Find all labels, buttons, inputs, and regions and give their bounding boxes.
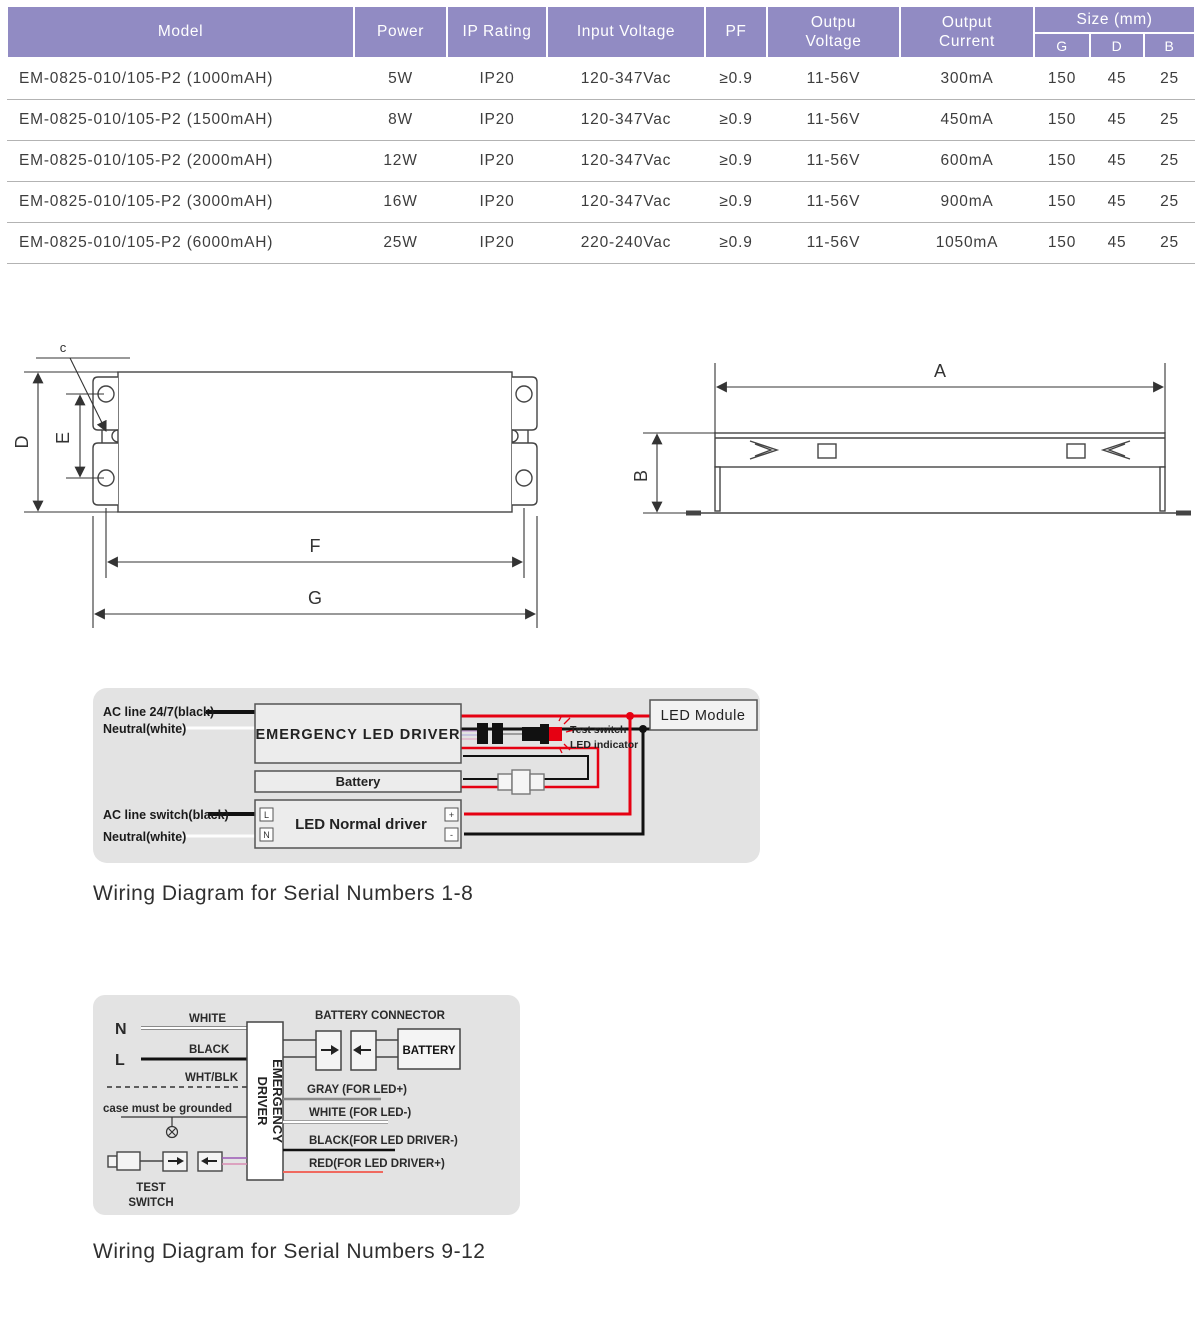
driver-word-2: DRIVER (255, 1076, 270, 1126)
label-black-driver: BLACK(FOR LED DRIVER-) (309, 1135, 458, 1147)
wiring-diagram-2-caption: Wiring Diagram for Serial Numbers 9-12 (93, 1240, 486, 1263)
cell-output-voltage: 11-56V (767, 58, 900, 100)
battery-label: Battery (335, 774, 381, 789)
battery-connector-label: BATTERY CONNECTOR (315, 1010, 445, 1022)
cell-size-d: 45 (1090, 58, 1144, 100)
battery-label: BATTERY (402, 1045, 456, 1057)
label-white-led: WHITE (FOR LED-) (309, 1107, 412, 1119)
cell-output-current: 1050mA (900, 223, 1034, 264)
cell-pf: ≥0.9 (705, 58, 767, 100)
dim-label-c: c (59, 340, 67, 355)
cell-ip: IP20 (447, 182, 547, 223)
driver-word-1: EMERGENCY (270, 1059, 285, 1143)
test-switch-label-2: SWITCH (128, 1197, 174, 1209)
cell-pf: ≥0.9 (705, 182, 767, 223)
label-test-switch: Test switch (570, 724, 627, 736)
dim-label-d: D (12, 435, 32, 449)
battery-connector-blocks (498, 770, 544, 794)
cell-model: EM-0825-010/105-P2 (6000mAH) (7, 223, 354, 264)
cell-size-g: 150 (1034, 141, 1090, 182)
cell-size-b: 25 (1144, 141, 1195, 182)
terminal-plus: + (448, 810, 455, 820)
dimension-drawing-top-view (8, 330, 588, 630)
cell-model: EM-0825-010/105-P2 (1000mAH) (7, 58, 354, 100)
table-row (7, 182, 1195, 223)
cell-size-g: 150 (1034, 58, 1090, 100)
enclosure-body-outline (93, 372, 537, 512)
col-header-pf: PF (705, 6, 767, 58)
cell-output-current: 900mA (900, 182, 1034, 223)
dim-label-g: G (307, 588, 323, 608)
cell-size-d: 45 (1090, 141, 1144, 182)
cell-power: 12W (354, 141, 447, 182)
cell-pf: ≥0.9 (705, 100, 767, 141)
cell-pf: ≥0.9 (705, 141, 767, 182)
cell-size-b: 25 (1144, 182, 1195, 223)
col-header-size-b: B (1144, 33, 1195, 58)
cell-input-voltage: 120-347Vac (547, 100, 705, 141)
col-header-input-voltage: Input Voltage (547, 6, 705, 58)
cell-size-b: 25 (1144, 58, 1195, 100)
cell-output-current: 450mA (900, 100, 1034, 141)
label-ac-switch: AC line switch(black) (103, 808, 229, 822)
spec-table (6, 5, 1196, 264)
cell-ip: IP20 (447, 58, 547, 100)
col-header-size: Size (mm) (1034, 6, 1195, 33)
side-view-body (686, 433, 1191, 513)
cell-power: 5W (354, 58, 447, 100)
cell-output-current: 300mA (900, 58, 1034, 100)
cell-pf: ≥0.9 (705, 223, 767, 264)
cell-output-current: 600mA (900, 141, 1034, 182)
cell-size-g: 150 (1034, 223, 1090, 264)
cell-ip: IP20 (447, 141, 547, 182)
wiring-diagram-2 (93, 995, 523, 1217)
col-header-output-current-label: Output Current (939, 13, 995, 50)
cell-ip: IP20 (447, 100, 547, 141)
led-normal-driver-label: LED Normal driver (295, 816, 427, 833)
col-header-output-voltage-label: Outpu Voltage (805, 13, 862, 50)
cell-input-voltage: 120-347Vac (547, 58, 705, 100)
label-n: N (115, 1021, 127, 1038)
label-l: L (115, 1052, 125, 1069)
col-header-model: Model (7, 6, 354, 58)
cell-power: 16W (354, 182, 447, 223)
test-switch-label-1: TEST (136, 1182, 166, 1194)
table-row (7, 223, 1195, 264)
dim-label-a: A (933, 361, 947, 381)
terminal-n: N (263, 830, 270, 840)
label-ground-note: case must be grounded (103, 1103, 233, 1115)
label-neutral-bottom: Neutral(white) (103, 830, 187, 844)
dim-label-b: B (631, 469, 651, 483)
cell-input-voltage: 120-347Vac (547, 182, 705, 223)
col-header-size-d: D (1090, 33, 1144, 58)
label-ac-line: AC line 24/7(black) (103, 705, 215, 719)
label-white: WHITE (189, 1013, 227, 1025)
cell-output-voltage: 11-56V (767, 223, 900, 264)
dimension-drawing-side-view (605, 333, 1195, 533)
cell-output-voltage: 11-56V (767, 100, 900, 141)
cell-model: EM-0825-010/105-P2 (1500mAH) (7, 100, 354, 141)
led-indicator-lamp (549, 727, 562, 741)
emergency-driver-label: EMERGENCY LED DRIVER (255, 727, 461, 743)
cell-input-voltage: 220-240Vac (547, 223, 705, 264)
cell-output-voltage: 11-56V (767, 141, 900, 182)
col-header-size-g: G (1034, 33, 1090, 58)
table-row (7, 58, 1195, 100)
cell-size-g: 150 (1034, 100, 1090, 141)
cell-ip: IP20 (447, 223, 547, 264)
cell-size-d: 45 (1090, 100, 1144, 141)
terminal-l: L (263, 810, 270, 820)
terminal-minus: - (450, 830, 453, 840)
dim-label-e: E (53, 431, 73, 445)
wiring-diagram-1-caption: Wiring Diagram for Serial Numbers 1-8 (93, 882, 474, 905)
table-row (7, 100, 1195, 141)
table-row (7, 141, 1195, 182)
col-header-output-current (900, 6, 1034, 58)
cell-size-d: 45 (1090, 223, 1144, 264)
cell-input-voltage: 120-347Vac (547, 141, 705, 182)
label-neutral-top: Neutral(white) (103, 722, 187, 736)
col-header-power: Power (354, 6, 447, 58)
cell-output-voltage: 11-56V (767, 182, 900, 223)
cell-power: 25W (354, 223, 447, 264)
cell-size-b: 25 (1144, 223, 1195, 264)
label-led-indicator: LED indicator (570, 739, 639, 751)
wiring-diagram-1 (93, 688, 763, 866)
cell-power: 8W (354, 100, 447, 141)
dim-label-f: F (309, 536, 321, 556)
cell-model: EM-0825-010/105-P2 (3000mAH) (7, 182, 354, 223)
cell-model: EM-0825-010/105-P2 (2000mAH) (7, 141, 354, 182)
label-black: BLACK (189, 1044, 230, 1056)
col-header-output-voltage (767, 6, 900, 58)
led-module-label: LED Module (660, 708, 746, 724)
cell-size-d: 45 (1090, 182, 1144, 223)
col-header-ip-rating: IP Rating (447, 6, 547, 58)
cell-size-g: 150 (1034, 182, 1090, 223)
label-gray-led: GRAY (FOR LED+) (307, 1084, 408, 1096)
label-red-driver: RED(FOR LED DRIVER+) (309, 1158, 445, 1170)
cell-size-b: 25 (1144, 100, 1195, 141)
label-whtblk: WHT/BLK (185, 1072, 239, 1084)
